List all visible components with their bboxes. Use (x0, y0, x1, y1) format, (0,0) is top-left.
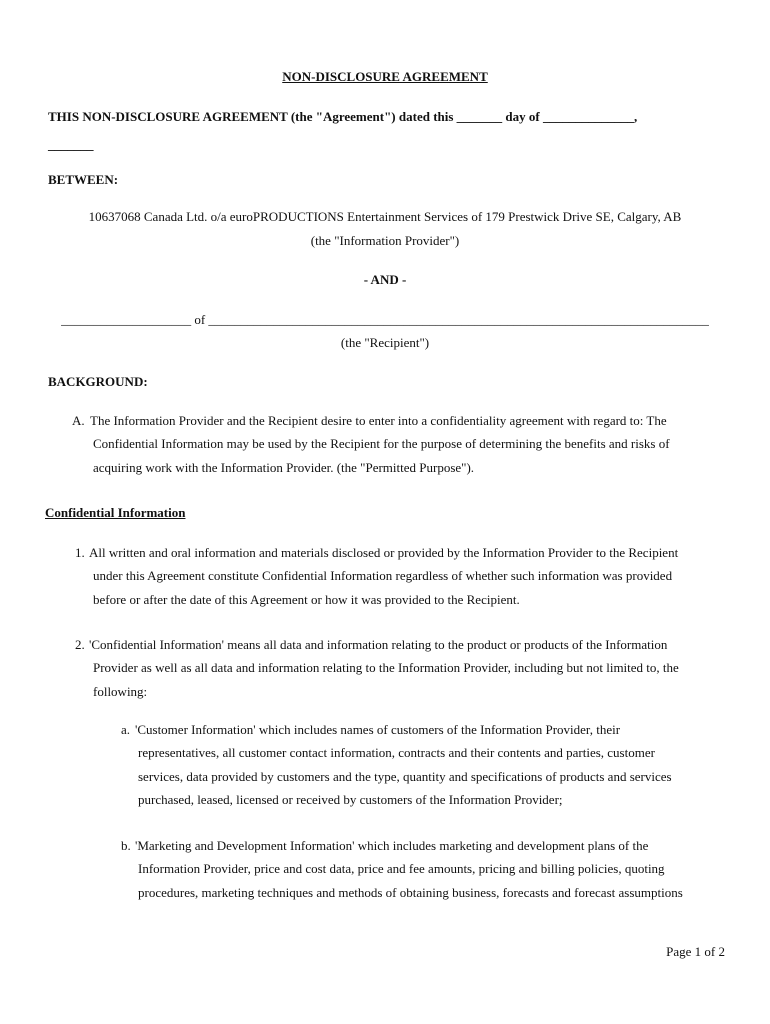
party-two-text: ____________________ of _____________________________________________________________________________ (61, 312, 709, 327)
paragraph-line: representatives, all customer contact information, contracts and their contents and parties, customer (138, 745, 655, 761)
page-number: Page 1 of 2 (666, 944, 725, 959)
clause-1 (75, 541, 678, 611)
paragraph-line: Confidential Information may be used by the Recipient for the purpose of determining the benefits and risks of (93, 436, 670, 452)
document-title: NON-DISCLOSURE AGREEMENT (282, 69, 488, 84)
agreement-intro-line: THIS NON-DISCLOSURE AGREEMENT (the "Agreement") dated this _______ day of ______________, (48, 109, 638, 124)
paragraph-line: Information Provider, price and cost data, price and fee amounts, pricing and billing policies, quoting (138, 861, 665, 877)
list-marker: 2. (75, 637, 85, 652)
background-item-a (72, 409, 670, 479)
party-one-role: (the "Information Provider") (310, 233, 460, 248)
party-one-text: 10637068 Canada Ltd. o/a euroPRODUCTIONS Entertainment Services of 179 Prestwick Drive SE, Calgary, AB (88, 209, 682, 224)
between-label: BETWEEN: (48, 172, 119, 187)
background-heading: BACKGROUND: (48, 374, 148, 389)
party-two-role: (the "Recipient") (340, 335, 430, 350)
paragraph-line: following: (93, 683, 148, 699)
paragraph-line: Provider as well as all data and information relating to the Information Provider, including but not limited to, the (93, 660, 679, 676)
paragraph-line: acquiring work with the Information Provider. (the "Permitted Purpose"). (93, 459, 475, 475)
subclause-b (121, 834, 683, 904)
agreement-intro-line-2: _______ (48, 137, 94, 152)
list-marker: 1. (75, 545, 85, 560)
list-marker: A. (72, 413, 85, 428)
paragraph-line: services, data provided by customers and the type, quantity and specifications of products and services (138, 768, 672, 784)
paragraph-line: procedures, marketing techniques and methods of obtaining business, forecasts and forecast assumptions (138, 884, 683, 900)
paragraph-line: purchased, leased, licensed or received by customers of the Information Provider; (138, 791, 563, 807)
list-marker: a. (121, 722, 131, 737)
and-separator: - AND - (363, 272, 407, 287)
list-marker: b. (121, 838, 131, 853)
paragraph-line: 'Customer Information' which includes names of customers of the Information Provider, their (135, 722, 621, 737)
paragraph-line: before or after the date of this Agreement or how it was provided to the Recipient. (93, 591, 520, 607)
subclause-a (121, 718, 672, 811)
section-heading-confidential-information: Confidential Information (45, 505, 186, 520)
clause-2 (75, 633, 679, 703)
paragraph-line: The Information Provider and the Recipient desire to enter into a confidentiality agreement with regard to: The (90, 413, 667, 428)
paragraph-line: All written and oral information and materials disclosed or provided by the Information Provider to the Recipient (89, 545, 679, 560)
paragraph-line: 'Marketing and Development Information' which includes marketing and development plans of the (135, 838, 649, 853)
paragraph-line: under this Agreement constitute Confidential Information regardless of whether such information was provided (93, 568, 673, 584)
paragraph-line: 'Confidential Information' means all data and information relating to the product or products of the Information (89, 637, 668, 652)
